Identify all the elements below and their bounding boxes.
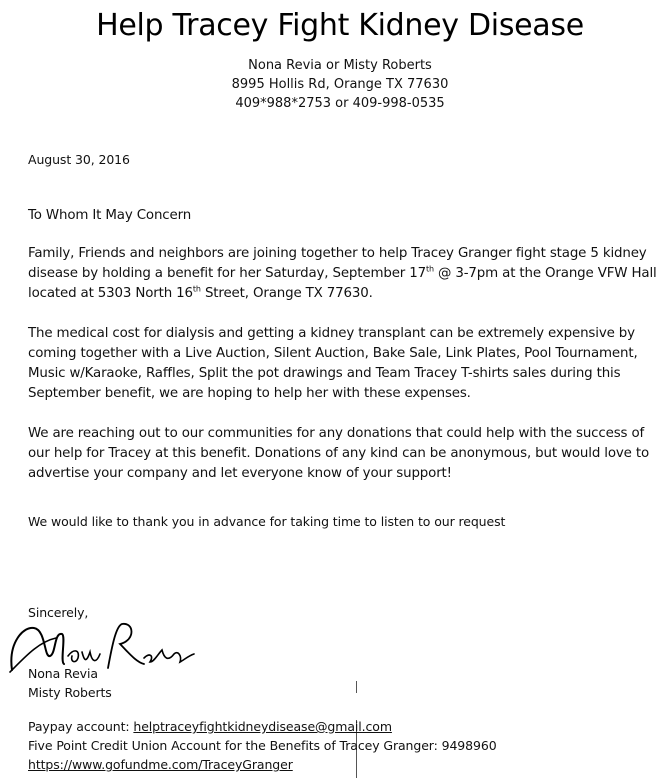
paragraph-line: Music w/Karaoke, Raffles, Split the pot drawings and Team Tracey T-shirts sales during this: [28, 366, 621, 381]
signer-name: Misty Roberts: [28, 685, 112, 700]
contact-address: 8995 Hollis Rd, Orange TX 77630: [231, 77, 449, 92]
thanks-line: We would like to thank you in advance for taking time to listen to our request: [28, 514, 506, 529]
credit-union-line: Five Point Credit Union Account for the Benefits of Tracey Granger: 9498960: [28, 738, 497, 753]
paragraph-line: disease by holding a benefit for her Saturday, September 17th @ 3-7pm at the Orange VFW Hall: [28, 264, 657, 281]
letter-date: August 30, 2016: [28, 152, 130, 167]
contact-phones: 409*988*2753 or 409-998-0535: [235, 96, 445, 111]
scan-artifact-line: [356, 681, 357, 693]
paypal-line: [28, 717, 660, 737]
paragraph-line: September benefit, we are hoping to help her with these expenses.: [28, 386, 471, 401]
salutation: To Whom It May Concern: [28, 208, 192, 223]
paragraph-line: We are reaching out to our communities for any donations that could help with the success of: [28, 426, 645, 441]
paragraph-line: our help for Tracey at this benefit. Donations of any kind can be anonymous, but would love to: [28, 446, 650, 461]
contact-names: Nona Revia or Misty Roberts: [248, 58, 432, 73]
gofundme-link[interactable]: https://www.gofundme.com/TraceyGranger: [28, 757, 293, 772]
paragraph-line: advertise your company and let everyone know of your support!: [28, 466, 452, 481]
paypal-label: Paypay account:: [28, 719, 134, 734]
paragraph-line: located at 5303 North 16th Street, Orange TX 77630.: [28, 284, 373, 301]
signer-name: Nona Revia: [28, 666, 98, 681]
paragraph-line: coming together with a Live Auction, Silent Auction, Bake Sale, Link Plates, Pool Tournament,: [28, 346, 638, 361]
paragraph-line: Family, Friends and neighbors are joining together to help Tracey Granger fight stage 5 kidney: [28, 246, 647, 261]
closing: Sincerely,: [28, 605, 89, 620]
paypal-email-link[interactable]: helptraceyfightkidneydisease@gmail.com: [133, 719, 392, 734]
paragraph-line: The medical cost for dialysis and getting a kidney transplant can be extremely expensive by: [28, 326, 635, 341]
letter-title: Help Tracey Fight Kidney Disease: [96, 8, 584, 43]
